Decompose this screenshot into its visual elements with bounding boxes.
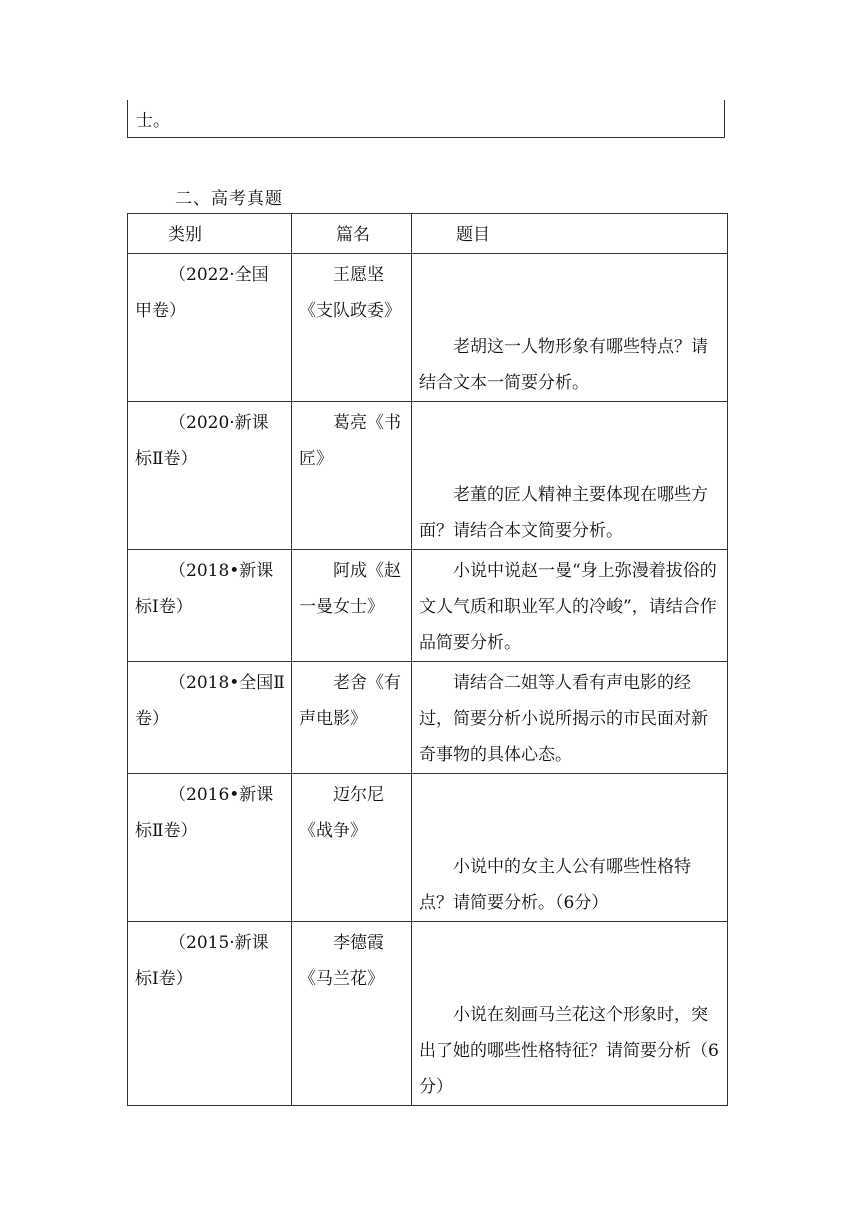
header-category: 类别 — [128, 214, 292, 254]
table-row — [128, 402, 728, 550]
cell-question-wrap — [412, 402, 728, 550]
table-row — [128, 550, 728, 662]
cell-question: 小说中说赵一曼“身上弥漫着拔俗的文人气质和职业军人的冷峻”，请结合作品简要分析。 — [412, 550, 728, 662]
cell-category: （2016•新课标Ⅱ卷） — [128, 774, 292, 922]
cell-title: 阿成《赵一曼女士》 — [292, 550, 412, 662]
table-row — [128, 662, 728, 774]
cell-title: 李德霞《马兰花》 — [292, 922, 412, 1106]
cell-question: 老胡这一人物形象有哪些特点？请结合文本一简要分析。 — [419, 337, 708, 393]
exam-questions-table — [127, 213, 728, 1106]
cell-question: 小说中的女主人公有哪些性格特点？请简要分析。（6分） — [419, 857, 691, 913]
header-title: 篇名 — [292, 214, 412, 254]
top-fragment-text: 士。 — [136, 111, 170, 131]
section-title: 二、高考真题 — [175, 189, 283, 209]
cell-question-wrap — [412, 254, 728, 402]
previous-page-box — [127, 100, 725, 138]
cell-title: 迈尔尼《战争》 — [292, 774, 412, 922]
table-row — [128, 922, 728, 1106]
cell-title: 葛亮《书匠》 — [292, 402, 412, 550]
cell-category: （2020·新课标Ⅱ卷） — [128, 402, 292, 550]
table-header-row — [128, 214, 728, 254]
cell-question: 小说在刻画马兰花这个形象时，突出了她的哪些性格特征？请简要分析（6分） — [419, 1005, 719, 1097]
cell-question-wrap — [412, 922, 728, 1106]
cell-title: 王愿坚《支队政委》 — [292, 254, 412, 402]
cell-title: 老舍《有声电影》 — [292, 662, 412, 774]
cell-question-wrap — [412, 774, 728, 922]
table-row — [128, 254, 728, 402]
cell-category: （2018•全国Ⅱ卷） — [128, 662, 292, 774]
cell-question: 老董的匠人精神主要体现在哪些方面？请结合本文简要分析。 — [419, 485, 708, 541]
table-row — [128, 774, 728, 922]
cell-category: （2015·新课标Ⅰ卷） — [128, 922, 292, 1106]
cell-question: 请结合二姐等人看有声电影的经过，简要分析小说所揭示的市民面对新奇事物的具体心态。 — [412, 662, 728, 774]
cell-category: （2022·全国甲卷） — [128, 254, 292, 402]
cell-category: （2018•新课标Ⅰ卷） — [128, 550, 292, 662]
header-question: 题目 — [412, 214, 728, 254]
